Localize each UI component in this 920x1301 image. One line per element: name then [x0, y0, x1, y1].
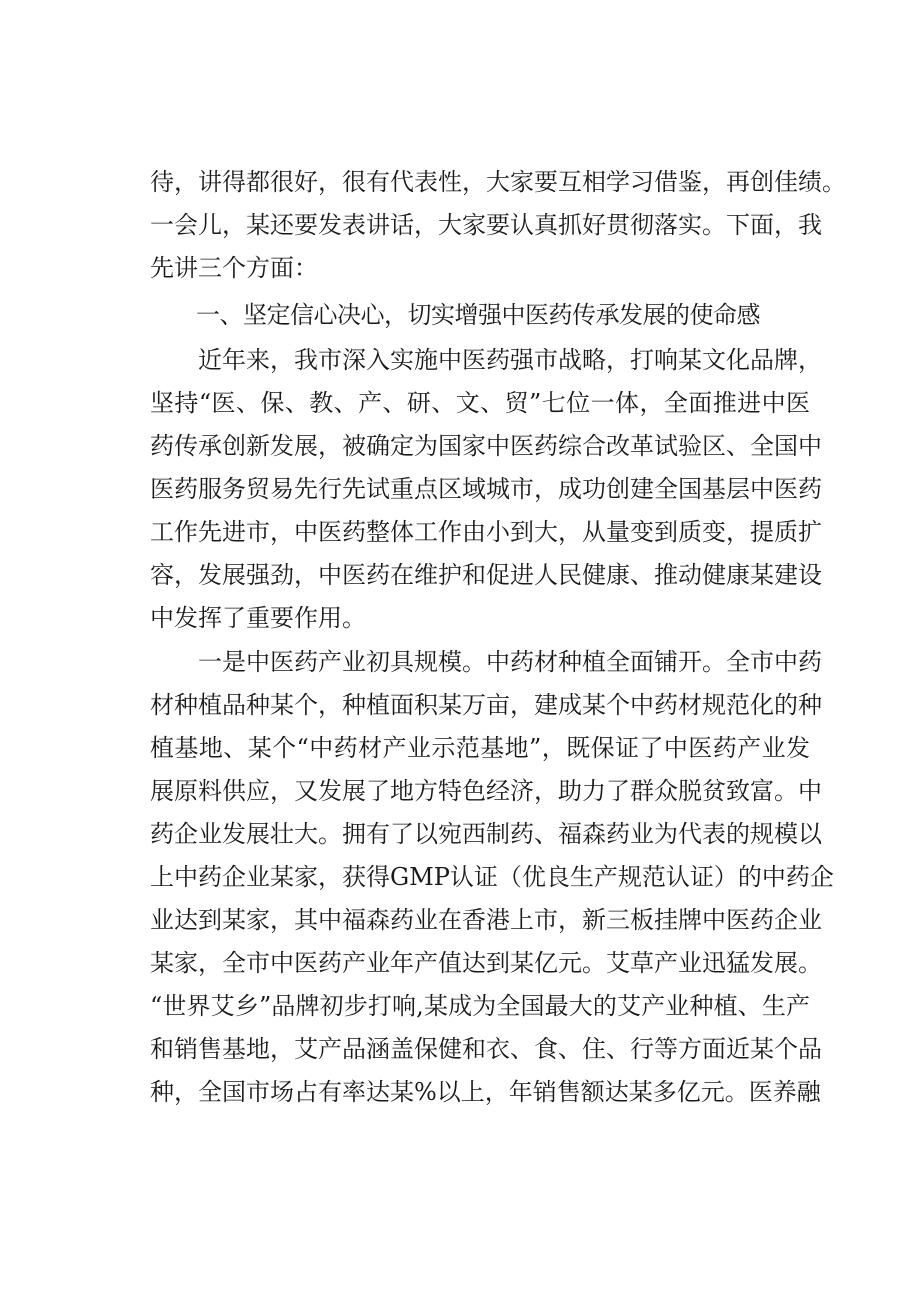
paragraph-1-line-1: 近年来，我市深入实施中医药强市战略，打响某文化品牌， [198, 346, 822, 374]
paragraph-1-line-3: 药传承创新发展，被确定为国家中医药综合改革试验区、全国中 [150, 432, 822, 460]
paragraph-1-line-2: 坚持“医、保、教、产、研、文、贸”七位一体，全面推进中医 [150, 389, 810, 417]
paragraph-1-line-7: 中发挥了重要作用。 [150, 604, 366, 632]
paragraph-2-line-3: 植基地、某个“中药材产业示范基地”，既保证了中医药产业发 [150, 734, 810, 762]
paragraph-1-line-4: 医药服务贸易先行先试重点区域城市，成功创建全国基层中医药 [150, 475, 822, 503]
paragraph-2-line-11: 种，全国市场占有率达某%以上，年销售额达某多亿元。医养融 [150, 1078, 821, 1106]
intro-line-1: 待，讲得都很好，很有代表性，大家要互相学习借鉴，再创佳绩。 [150, 168, 846, 196]
intro-line-2: 一会儿，某还要发表讲话，大家要认真抓好贯彻落实。下面，我 [150, 211, 822, 239]
paragraph-2-line-8: 某家，全市中医药产业年产值达到某亿元。艾草产业迅猛发展。 [150, 949, 822, 977]
paragraph-2-line-6: 上中药企业某家，获得GMP认证（优良生产规范认证）的中药企 [150, 863, 834, 891]
paragraph-2-line-9: “世界艾乡”品牌初步打响,某成为全国最大的艾产业种植、生产 [150, 992, 810, 1020]
paragraph-2-line-7: 业达到某家，其中福森药业在香港上市，新三板挂牌中医药企业 [150, 906, 822, 934]
paragraph-2-line-4: 展原料供应，又发展了地方特色经济，助力了群众脱贫致富。中 [150, 777, 822, 805]
paragraph-2-line-1: 一是中医药产业初具规模。中药材种植全面铺开。全市中药 [198, 648, 822, 676]
paragraph-1-line-6: 容，发展强劲，中医药在维护和促进人民健康、推动健康某建设 [150, 561, 822, 589]
section-heading: 一、坚定信心决心，切实增强中医药传承发展的使命感 [196, 301, 760, 329]
paragraph-2-line-2: 材种植品种某个，种植面积某万亩，建成某个中药材规范化的种 [150, 691, 822, 719]
paragraph-1-line-5: 工作先进市，中医药整体工作由小到大，从量变到质变，提质扩 [150, 518, 822, 546]
paragraph-2-line-10: 和销售基地，艾产品涵盖保健和衣、食、住、行等方面近某个品 [150, 1035, 822, 1063]
paragraph-2-line-5: 药企业发展壮大。拥有了以宛西制药、福森药业为代表的规模以 [150, 820, 822, 848]
intro-line-3: 先讲三个方面： [150, 254, 318, 282]
